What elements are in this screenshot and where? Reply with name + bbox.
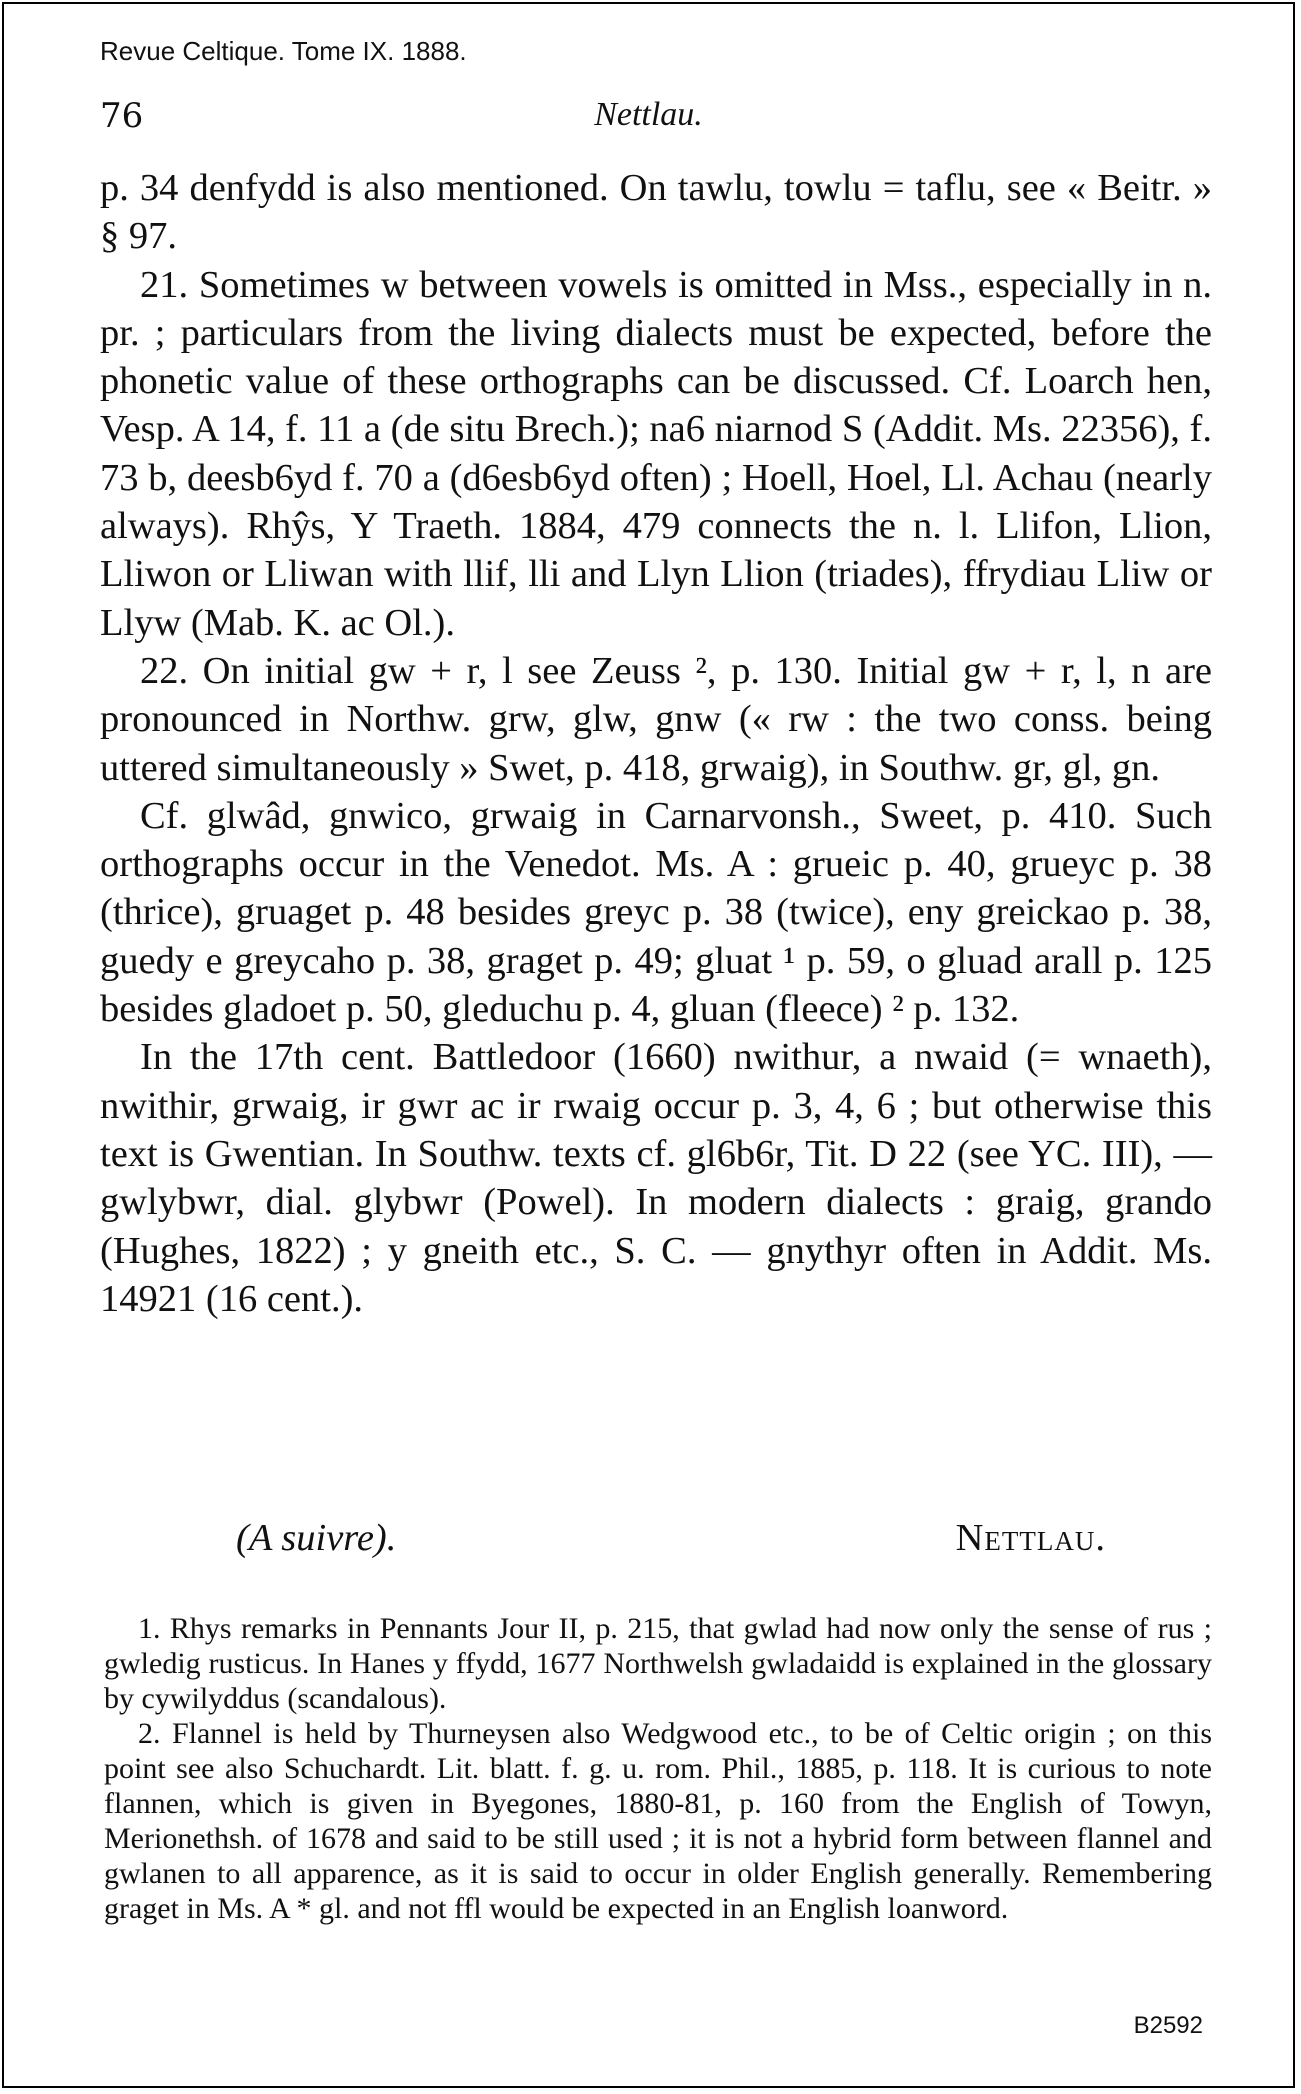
- paragraph-section-22: 22. On initial gw + r, l see Zeuss ², p. 130. Initial gw + r, l, n are pronounced in Northw. grw, glw, gnw (« rw : the two conss. being uttered simultaneously » Swet, p. 418, grwaig), in Southw. gr, gl, gn.: [100, 649, 1212, 789]
- to-be-continued: (A suivre).: [236, 1517, 397, 1559]
- document-page: [2, 2, 1295, 2088]
- footnote-1: 1. Rhys remarks in Pennants Jour II, p. 215, that gwlad had now only the sense of rus ; gwledig rusticus. In Hanes y ffydd, 1677 Northwelsh gwladaidd is explained in the glossary by cywilyddus (scandalous).: [104, 1612, 1212, 1715]
- body-text: [100, 164, 1212, 1323]
- running-head: Nettlau.: [594, 96, 703, 133]
- signoff: [236, 1516, 1106, 1566]
- paragraph-continuation: p. 34 denfydd is also mentioned. On tawlu, towlu = taflu, see « Beitr. » § 97.: [100, 167, 1212, 258]
- paragraph-examples: Cf. glwâd, gnwico, grwaig in Carnarvonsh., Sweet, p. 410. Such orthographs occur in the Venedot. Ms. A : grueic p. 40, grueyc p. 38 (thrice), gruaget p. 48 besides greyc p. 38 (twice), eny greickao p. 38, guedy e greycaho p. 38, graget p. 49; gluat ¹ p. 59, o gluad arall p. 125 besides gladoet p. 50, gleduchu p. 4, gluan (fleece) ² p. 132.: [100, 794, 1212, 1031]
- footnotes: [104, 1611, 1212, 1926]
- page-number: 76: [100, 96, 144, 136]
- footnote-2: 2. Flannel is held by Thurneysen also Wedgwood etc., to be of Celtic origin ; on this point see also Schuchardt. Lit. blatt. f. g. u. rom. Phil., 1885, p. 118. It is curious to note flannen, which is given in Byegones, 1880-81, p. 160 from the English of Towyn, Merionethsh. of 1678 and said to be still used ; it is not a hybrid form between flannel and gwlanen to all apparence, as it is said to occur in older English generally. Remembering graget in Ms. A * gl. and not ffl would be expected in an English loanword.: [104, 1717, 1212, 1925]
- source-citation: Revue Celtique. Tome IX. 1888.: [100, 36, 467, 66]
- author-name: Nettlau.: [955, 1517, 1106, 1559]
- paragraph-section-21: 21. Sometimes w between vowels is omitted in Mss., especially in n. pr. ; particulars from the living dialects must be expected, before the phonetic value of these orthographs can be discussed. Cf. Loarch hen, Vesp. A 14, f. 11 a (de situ Brech.); na6 niarnod S (Addit. Ms. 22356), f. 73 b, deesb6yd f. 70 a (d6esb6yd often) ; Hoell, Hoel, Ll. Achau (nearly always). Rhŷs, Y Traeth. 1884, 479 connects the n. l. Llifon, Llion, Lliwon or Lliwan with llif, lli and Llyn Llion (triades), ffrydiau Lliw or Llyw (Mab. K. ac Ol.).: [100, 263, 1212, 644]
- archive-id: B2592: [1133, 2012, 1203, 2039]
- paragraph-17th-century: In the 17th cent. Battledoor (1660) nwithur, a nwaid (= wnaeth), nwithir, grwaig, ir gwr ac ir rwaig occur p. 3, 4, 6 ; but otherwise this text is Gwentian. In Southw. texts cf. gl6b6r, Tit. D 22 (see YC. III), — gwlybwr, dial. glybwr (Powel). In modern dialects : graig, grando (Hughes, 1822) ; y gneith etc., S. C. — gnythyr often in Addit. Ms. 14921 (16 cent.).: [100, 1036, 1212, 1320]
